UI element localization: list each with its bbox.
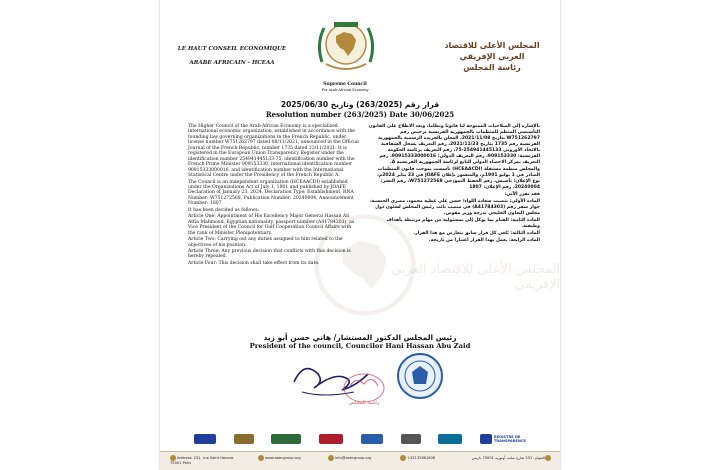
footer-phone-text[interactable]: +33132861808 <box>407 456 436 460</box>
footer-address-ar <box>466 455 552 461</box>
logo-caption-sub: For Arab-African Economy <box>321 88 369 92</box>
registre-label: REGISTRE DE TRANSPARENCE <box>493 435 526 443</box>
footer-website[interactable] <box>258 455 301 461</box>
eu-logo <box>194 434 216 444</box>
partner-7-logo <box>438 434 462 444</box>
footer-address-en-text: Address: 231, rue Saint Honore, 75001 Paris <box>170 456 235 465</box>
resolution-title-arabic: قرار رقم (263/2025) وتاريخ 2025/06/30 <box>280 100 440 109</box>
header-arabic <box>432 40 552 73</box>
footer-address-ar-text: العنوان: 231 شارع سانت أونوريه 75001 باريس <box>471 456 545 460</box>
header-french-line1: LE HAUT CONSEIL ECONOMIQUE <box>177 46 287 52</box>
header-french <box>168 42 296 70</box>
english-article: Article One: Appointment of His Excellency Major General Hassan Ali Attia Mahmoud, Egyptian nationality, passport number (A41784303), as Vice President of the Council for Gulf Cooperation Council Affairs with the rank of Minister Plenipotentiary. <box>188 214 355 236</box>
footer-email[interactable] <box>328 455 371 461</box>
arabic-body <box>368 124 540 245</box>
english-article: Article Four: This decision shall take effect from its date. <box>188 260 320 266</box>
arabic-article: المادة الثالثة: يُلغى كل قرار سابق يتعارض مع هذا القرار. <box>413 231 540 236</box>
english-paragraph: It has been decided as follows: <box>188 207 260 213</box>
watermark-text: المجلس الأعلى للاقتصاد العربي الإفريقي <box>390 262 560 292</box>
president-name-english: President of the council, Councilor Hani Hassan Abu Zaid <box>249 342 471 350</box>
english-article: Article Two: Carrying out any duties assigned to him related to the objectives of his position. <box>188 237 343 248</box>
footer-phone[interactable] <box>400 455 435 461</box>
document-page <box>160 0 560 470</box>
partner-5-logo <box>361 434 383 444</box>
arabic-article: المادة الرابعة: يعمل بهذا القرار اعتبارا من تاريخه. <box>428 238 540 243</box>
partner-4-logo <box>319 434 343 444</box>
official-seal <box>396 352 444 404</box>
partner-6-logo <box>401 434 421 444</box>
header-arabic-line1: المجلس الأعلى للاقتصاد العربي الإفريقي <box>444 41 540 61</box>
english-paragraph: The Council is an independent organization (HCEAACDI) established under the Organizations Act of July 1, 1901 and published by JOAFE Declaration of January 23, 2024, Declaration Type: Establishment, RNA Number: W751272568, Publication Number: 20240004, Announcement Number: 1807 <box>188 179 354 207</box>
arabic-paragraph: والمجلس منظمة مستقلة (HCEAACDI) تأسست بموجب قانون المنظمات الصادر في 1 يوليو 1901م، والمنشور بإعلان JOAFE في 23 يناير 2024م، نوع الإعلان: تأسيس، رقم الحفظ النموذجي W751272568، رقم النشر: 20240004، رقم الإعلان: 1807 <box>377 167 540 190</box>
globe-icon <box>258 455 264 461</box>
logo-caption: Supreme Council <box>323 82 367 87</box>
english-article: Article Three: Any previous decision that conflicts with this decision is hereby repealed. <box>188 248 351 260</box>
header-french-line2: ARABE AFRICAIN - HCEAA <box>189 60 275 66</box>
english-paragraph: The Higher Council of the Arab-African Economy is a specialized international economic organization, established in accordance with the founding law governing organizations in the French Republic, under license number W751262797 dated 08/11/2021, announced in the Official Journal of the French Republic, number 1735 dated 23/11/2021. It is registered in the European Union Transparency Register under the identification number 254941445133-75, identification number with the French Prime Minister 909153330, international identification number 90915333000016, and identification number with the International Statistical Centre under the Presidency of the French Republic A. <box>188 124 359 179</box>
phone-icon <box>400 455 406 461</box>
arabic-paragraph: فقد تقرر الآتي: <box>504 192 540 197</box>
registre-transparence-logo <box>480 434 532 444</box>
resolution-title-english: Resolution number (263/2025) Date 30/06/2025 <box>265 110 455 119</box>
footer-bar <box>160 451 560 470</box>
arabic-article: المادة الأولى: تنصيب سعادة اللواء/ حسن علي عطيه محمود، مصري الجنسية، جواز سفر رقم (A41784303) في منصب نائب رئيس المجلس لشئون دول مجلس التعاون الخليجي بدرجة وزير مفوض. <box>369 199 540 216</box>
location-icon <box>545 455 551 461</box>
partner-3-logo <box>271 434 301 444</box>
council-logo <box>314 14 378 76</box>
president-name-arabic: رئيس المجلس الدكتور المستشار/ هاني حسن أبو زيد <box>263 333 457 342</box>
footer-email-text[interactable]: info@aaecgroup.org <box>335 456 372 460</box>
council-stamp <box>340 368 388 408</box>
stamp-text: رئاسة المجلس <box>348 400 380 406</box>
footer-address-en <box>170 455 240 466</box>
partner-logos-strip <box>194 432 532 446</box>
partner-2-logo <box>234 434 254 444</box>
arabic-article: المادة الثانية: القيام بما يوكل إلى بمسئولية من مهام مرتبطة بأهداف وظيفته. <box>386 218 540 229</box>
arabic-paragraph: بالإشارة إلى الصلاحيات الممنوحة لنا قانونا ونظاما، وبعد الاطلاع على القانون التأسيسي المنظم للمنظمات بالجمهورية الفرنسية ترخيص رقم W751262797 بتاريخ 2021/11/08، المعلن بالجريدة الرسمية بالجمهورية الفرنسية رقم 1735 بتاريخ 2021/11/23، رقم التعريف بسجل الشفافية بالاتحاد الأوروبي 254941445133-75، رقم التعريف برئاسة الحكومة الفرنسية: 909153330، رقم التعريف الدولي: 90915333000016، رقم التعريف بمركز الاحصاء الدولي التابع لرئاسة الجمهورية الفرنسية A. <box>368 124 540 165</box>
english-body <box>188 124 360 267</box>
header-arabic-line2: رئاسة المجلس <box>463 63 521 72</box>
footer-website-text[interactable]: www.aaecgroup.org <box>265 456 301 460</box>
email-icon <box>328 455 334 461</box>
